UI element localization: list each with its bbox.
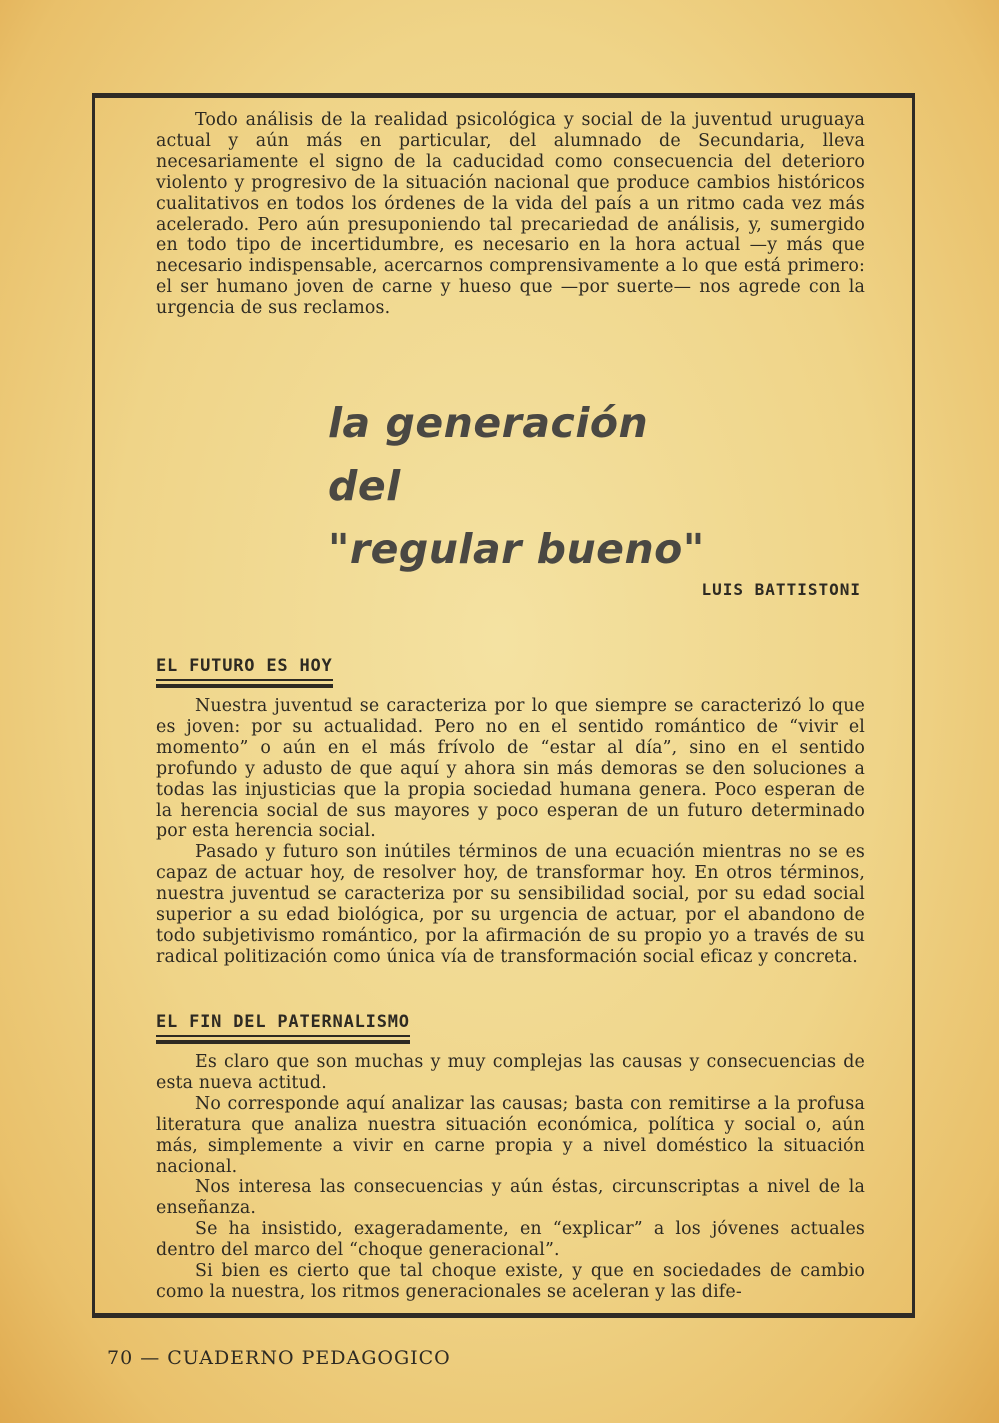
- section-heading-paternalismo: EL FIN DEL PATERNALISMO: [156, 1012, 410, 1037]
- paragraph: Si bien es cierto que tal choque existe, y que en sociedades de cambio como la nuestra, los ritmos generacionales se aceleran y las dife-: [156, 1261, 865, 1302]
- section-body-paternalismo: [156, 1052, 865, 1303]
- paragraph: Nuestra juventud se caracteriza por lo que siempre se caracterizó lo que es joven: por su actualidad. Pero no en el sentido romántico de “vivir el momento” o aún en el más frívolo de “estar al día”, sino en el sentido profundo y adusto de que aquí y ahora sin más demoras se den soluciones a todas las injusticias que la propia sociedad humana genera. Poco esperan de la herencia social de sus mayores y poco esperan de un futuro determinado por esta herencia social.: [156, 696, 865, 842]
- paragraph: Se ha insistido, exageradamente, en “explicar” a los jóvenes actuales dentro del marco del “choque generacional”.: [156, 1219, 865, 1261]
- page-footer: 70 — CUADERNO PEDAGOGICO: [107, 1347, 451, 1369]
- article-title: [328, 392, 705, 581]
- intro-text: Todo análisis de la realidad psicológica y social de la juventud uruguaya actual y aún más en particular, del alumnado de Secundaria, lleva necesariamente el signo de la caducidad como consecuencia del deterioro violento y progresivo de la situación nacional que produce cambios históricos cualitativos en todos los órdenes de la vida del país a un ritmo cada vez más acelerado. Pero aún presuponiendo tal precariedad de análisis, y, sumergido en todo tipo de incertidumbre, es necesario en la hora actual —y más que necesario indispensable, acercarnos comprensivamente a lo que está primero: el ser humano joven de carne y hueso que —por suerte— nos agrede con la urgencia de sus reclamos.: [156, 110, 865, 319]
- section-body-futuro: [156, 696, 865, 968]
- author-name: LUIS BATTISTONI: [701, 580, 861, 599]
- paragraph: Es claro que son muchas y muy complejas las causas y consecuencias de esta nueva actitud.: [156, 1052, 865, 1093]
- title-line-1: la generación: [328, 399, 649, 447]
- title-line-3: "regular bueno": [328, 525, 705, 573]
- paragraph: Nos interesa las consecuencias y aún éstas, circunscriptas a nivel de la enseñanza.: [156, 1177, 865, 1219]
- paragraph: No corresponde aquí analizar las causas; basta con remitirse a la profusa literatura que analiza nuestra situación económica, política y social o, aún más, simplemente a vivir en carne propia y a nivel doméstico la situación nacional.: [156, 1093, 865, 1177]
- title-line-2: del: [328, 462, 401, 510]
- intro-paragraph: [156, 110, 865, 319]
- paragraph: Pasado y futuro son inútiles términos de una ecuación mientras no se es capaz de actuar hoy, de resolver hoy, de transformar hoy. En otros términos, nuestra juventud se caracteriza por su sensibilidad social, por su edad social superior a su edad biológica, por su urgencia de actuar, por el abandono de todo subjetivismo romántico, por la afirmación de su propio yo a través de su radical politización como única vía de transformación social eficaz y concreta.: [156, 842, 865, 967]
- section-heading-futuro: EL FUTURO ES HOY: [156, 656, 333, 681]
